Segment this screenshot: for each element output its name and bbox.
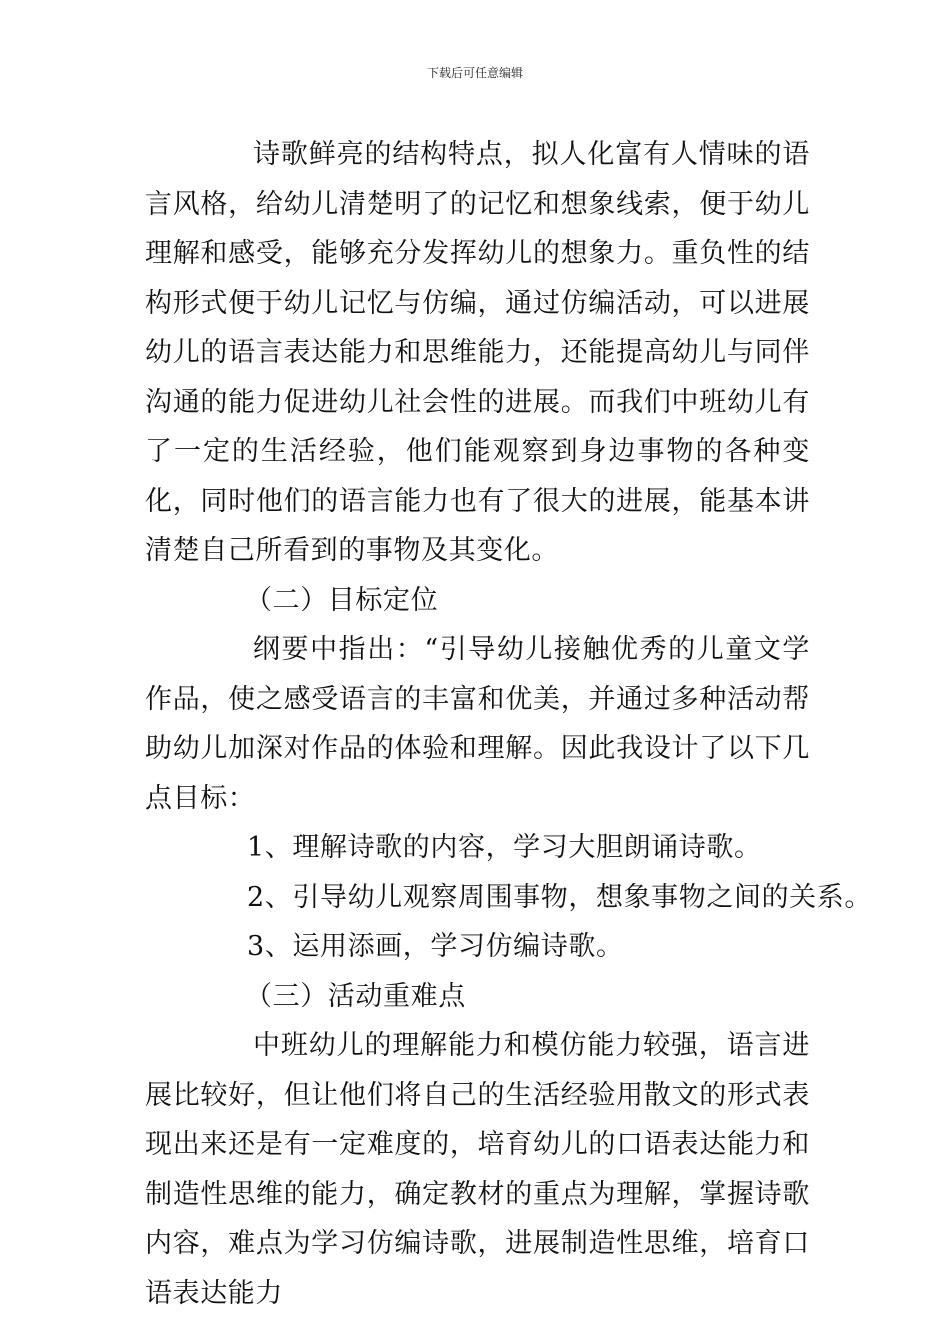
section-heading-goals: （二）目标定位 — [245, 584, 439, 616]
goal-item-3: 3、运用添画，学习仿编诗歌。 — [247, 931, 624, 962]
document-body — [145, 130, 872, 1318]
paragraph-guideline: 纲要中指出：“引导幼儿接触优秀的儿童文学作品，使之感受语言的丰富和优美，并通过多种活动帮助幼儿加深对作品的体验和理解。因此我设计了以下几点目标： — [145, 634, 810, 814]
section-heading-key-points: （三）活动重难点 — [245, 980, 466, 1012]
paragraph-key-difficulties: 中班幼儿的理解能力和模仿能力较强，语言进展比较好，但让他们将自己的生活经验用散文的形式表现出来还是有一定难度的，培育幼儿的口语表达能力和制造性思维的能力，确定教材的重点为理解，掌握诗歌内容，难点为学习仿编诗歌，进展制造性思维，培育口语表达能力 — [145, 1030, 810, 1309]
page-header: 下载后可任意编辑 — [426, 66, 523, 80]
goal-item-2: 2、引导幼儿观察周围事物，想象事物之间的关系。 — [247, 881, 872, 913]
goal-item-1: 1、理解诗歌的内容，学习大胆朗诵诗歌。 — [247, 832, 762, 863]
paragraph-poem-features: 诗歌鲜亮的结构特点，拟人化富有人情味的语言风格，给幼儿清楚明了的记忆和想象线索，便于幼儿理解和感受，能够充分发挥幼儿的想象力。重负性的结构形式便于幼儿记忆与仿编，通过仿编活动，可以进展幼儿的语言表达能力和思维能力，还能提高幼儿与同伴沟通的能力促进幼儿社会性的进展。而我们中班幼儿有了一定的生活经验，他们能观察到身边事物的各种变化，同时他们的语言能力也有了很大的进展，能基本讲清楚自己所看到的事物及其变化。 — [145, 139, 810, 566]
